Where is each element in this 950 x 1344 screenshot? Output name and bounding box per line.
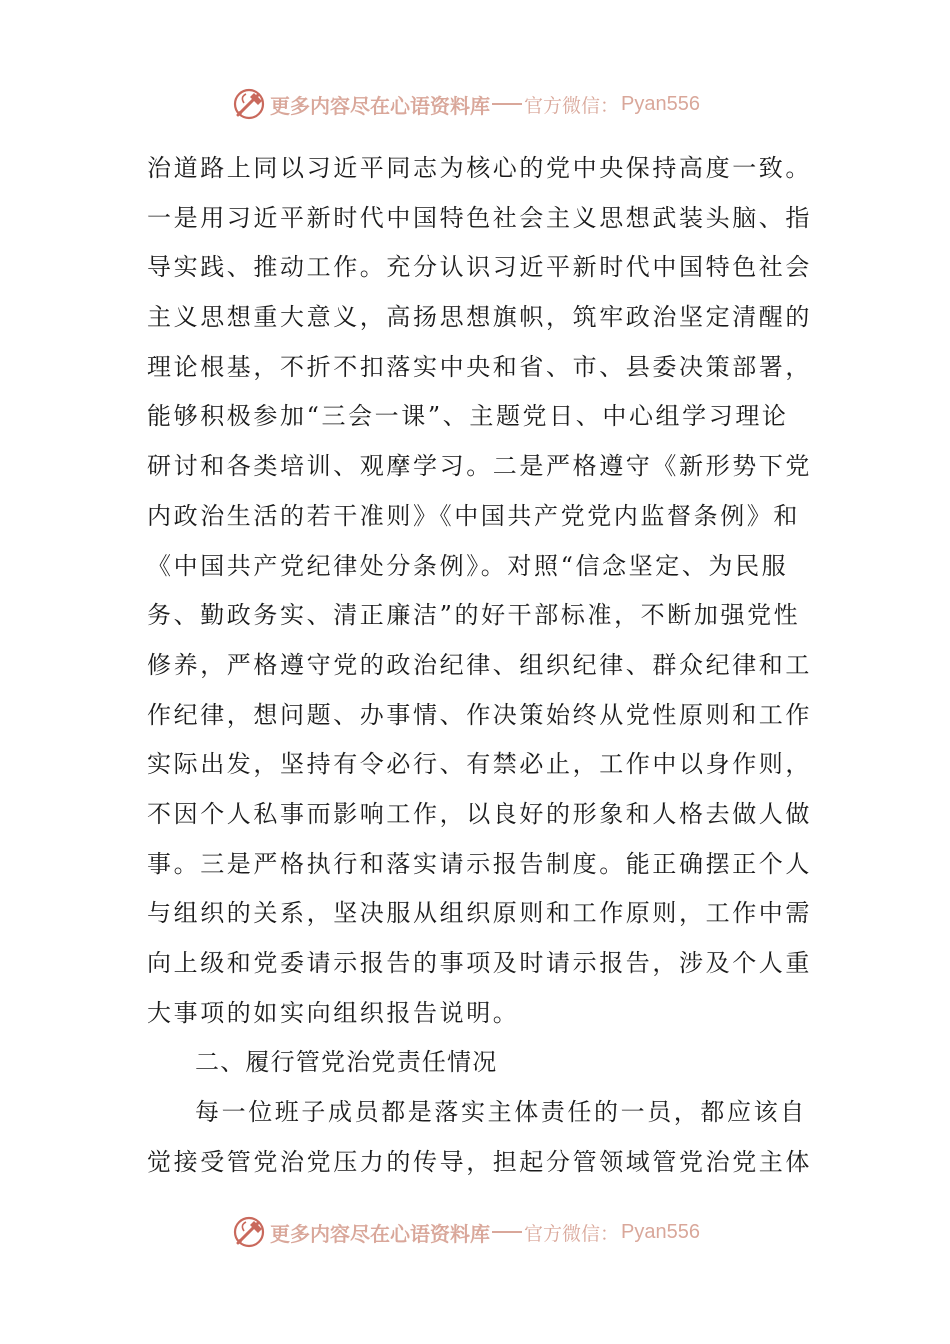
body-line: 务、勤政务实、清正廉洁”的好干部标准，不断加强党性 (147, 601, 801, 630)
body-line: 修养，严格遵守党的政治纪律、组织纪律、群众纪律和工 (147, 650, 812, 679)
body-line: 能够积极参加“三会一课”、主题党日、中心组学习理论 (147, 402, 789, 431)
banner-wechat-label: 官方微信： (524, 94, 620, 117)
banner-wechat-label: 官方微信： (524, 1222, 620, 1245)
body-line: 作纪律，想问题、办事情、作决策始终从党性原则和工作 (147, 700, 812, 729)
header-banner (232, 84, 752, 124)
body-line: 理论根基，不折不扣落实中央和省、市、县委决策部署， (147, 352, 812, 381)
body-line: 不因个人私事而影响工作，以良好的形象和人格去做人做 (147, 799, 812, 828)
body-line: 事。三是严格执行和落实请示报告制度。能正确摆正个人 (147, 849, 812, 878)
pen-logo-icon (232, 1215, 266, 1249)
body-line: 主义思想重大意义，高扬思想旗帜，筑牢政治坚定清醒的 (147, 303, 812, 332)
banner-wechat-id: Pyan556 (621, 92, 700, 115)
banner-dash (492, 103, 522, 105)
document-body (147, 144, 812, 1187)
section-heading: 二、履行管党治党责任情况 (195, 1048, 498, 1077)
banner-wechat-id: Pyan556 (621, 1220, 700, 1243)
banner-dash (492, 1231, 522, 1233)
body-line: 大事项的如实向组织报告说明。 (147, 998, 520, 1027)
pen-logo-icon (232, 87, 266, 121)
body-line: 治道路上同以习近平同志为核心的党中央保持高度一致。 (147, 154, 812, 182)
body-line: 向上级和党委请示报告的事项及时请示报告，涉及个人重 (147, 949, 812, 977)
body-line: 一是用习近平新时代中国特色社会主义思想武装头脑、指 (147, 203, 812, 232)
body-line: 研讨和各类培训、观摩学习。二是严格遵守《新形势下党 (147, 452, 812, 481)
banner-brand: 更多内容尽在心语资料库 (270, 1221, 490, 1246)
body-line: 导实践、推动工作。充分认识习近平新时代中国特色社会 (147, 253, 812, 282)
section-line: 每一位班子成员都是落实主体责任的一员，都应该自 (195, 1098, 807, 1127)
body-line: 实际出发，坚持有令必行、有禁必止，工作中以身作则， (147, 750, 812, 779)
banner-brand: 更多内容尽在心语资料库 (270, 93, 490, 118)
footer-banner (232, 1212, 752, 1252)
body-line: 内政治生活的若干准则》《中国共产党党内监督条例》和 (147, 501, 800, 530)
body-line: 《中国共产党纪律处分条例》。对照“信念坚定、为民服 (147, 551, 789, 580)
body-line: 与组织的关系，坚决服从组织原则和工作原则，工作中需 (147, 899, 812, 928)
section-line: 觉接受管党治党压力的传导，担起分管领域管党治党主体 (147, 1147, 812, 1176)
